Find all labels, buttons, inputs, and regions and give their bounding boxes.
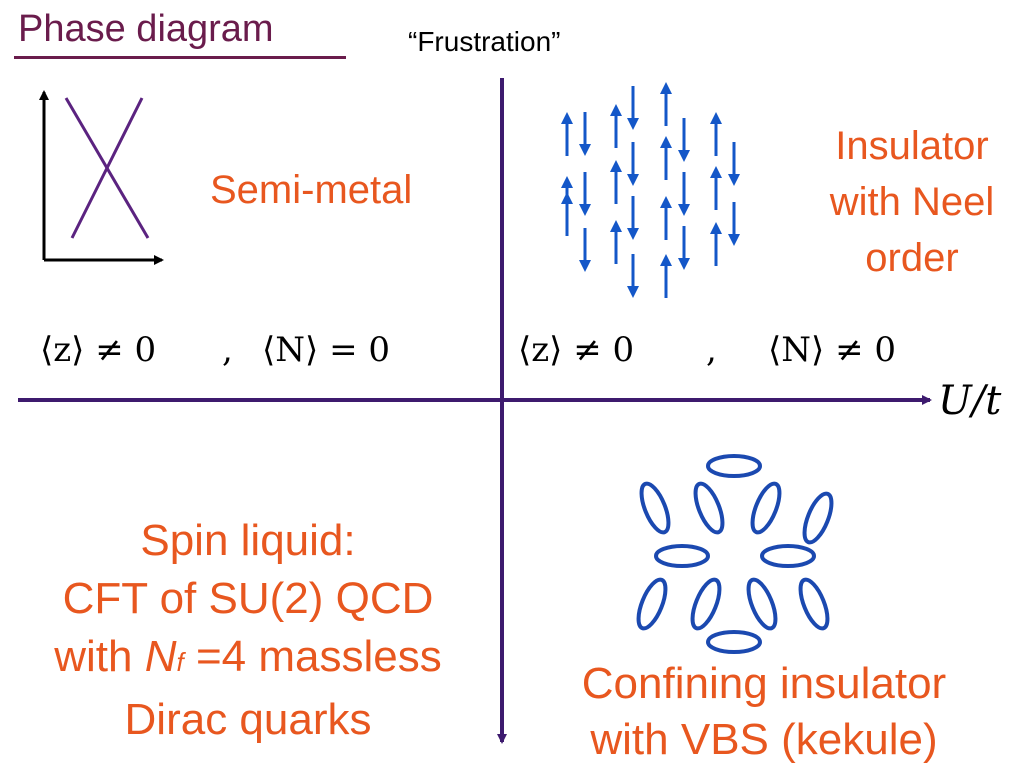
valence-bond-ellipse — [708, 632, 760, 652]
page-title: Phase diagram — [18, 8, 274, 50]
spin-down-arrow — [678, 226, 690, 270]
dirac-cone-icon — [44, 92, 162, 260]
neel-label-line1: Insulator — [835, 124, 989, 168]
neel-label-line2: with Neel — [829, 180, 995, 224]
valence-bond-ellipse — [743, 576, 781, 632]
semimetal-condition-comma: , — [222, 330, 233, 370]
frustration-label: “Frustration” — [408, 26, 561, 57]
valence-bond-ellipse — [656, 546, 708, 566]
phase-axes — [18, 78, 930, 742]
spin-liquid-line3-prefix: with — [54, 632, 145, 681]
valence-bond-ellipse — [795, 576, 833, 632]
spin-down-arrow — [627, 86, 639, 130]
valence-bond-ellipse — [687, 576, 725, 632]
spin-down-arrow — [579, 112, 591, 156]
valence-bond-ellipse — [708, 456, 760, 476]
valence-bond-ellipse — [747, 480, 785, 536]
spin-down-arrow — [627, 196, 639, 240]
spin-up-arrow — [710, 222, 722, 266]
spin-down-arrow — [728, 142, 740, 186]
valence-bond-ellipse — [633, 576, 671, 632]
spin-down-arrow — [627, 142, 639, 186]
neel-label-line3: order — [865, 236, 959, 280]
semimetal-label: Semi-metal — [210, 168, 413, 212]
spin-up-arrow — [660, 136, 672, 180]
spin-up-arrow — [610, 160, 622, 204]
spin-up-arrow — [610, 220, 622, 264]
spin-liquid-line2: CFT of SU(2) QCD — [62, 574, 434, 623]
spin-liquid-line4: Dirac quarks — [124, 695, 372, 744]
spin-up-arrow — [561, 112, 573, 156]
spin-up-arrow — [561, 192, 573, 236]
nf-symbol: N — [144, 632, 177, 681]
spin-down-arrow — [728, 202, 740, 246]
spin-up-arrow — [710, 166, 722, 210]
semimetal-n-condition: ⟨N⟩ = 0 — [262, 330, 391, 370]
spin-up-arrow — [610, 104, 622, 148]
spin-down-arrow — [579, 228, 591, 272]
semimetal-z-condition: ⟨z⟩ ≠ 0 — [40, 330, 157, 370]
spin-liquid-line3-suffix: =4 massless — [183, 632, 442, 681]
valence-bond-ellipse — [690, 480, 728, 536]
spin-down-arrow — [579, 172, 591, 216]
neel-condition-comma: , — [706, 330, 717, 370]
spin-up-arrow — [710, 112, 722, 156]
spin-down-arrow — [678, 172, 690, 216]
spin-up-arrow — [660, 196, 672, 240]
valence-bond-ellipse — [636, 480, 674, 536]
valence-bond-ellipse — [762, 546, 814, 566]
spin-down-arrow — [678, 118, 690, 162]
neel-z-condition: ⟨z⟩ ≠ 0 — [518, 330, 635, 370]
valence-bond-ellipse — [799, 490, 837, 546]
vbs-dimer-pattern — [633, 456, 837, 652]
spin-down-arrow — [627, 254, 639, 298]
dirac-band-2 — [72, 98, 142, 238]
spin-liquid-line1: Spin liquid: — [140, 516, 356, 565]
neel-n-condition: ⟨N⟩ ≠ 0 — [768, 330, 897, 370]
spin-up-arrow — [660, 254, 672, 298]
nf-subscript: f — [176, 647, 184, 677]
x-axis-label: U/t — [938, 378, 1002, 424]
confining-line1: Confining insulator — [581, 659, 947, 708]
neel-spin-lattice — [561, 82, 740, 298]
confining-line2: with VBS (kekule) — [590, 715, 938, 764]
spin-up-arrow — [660, 82, 672, 126]
